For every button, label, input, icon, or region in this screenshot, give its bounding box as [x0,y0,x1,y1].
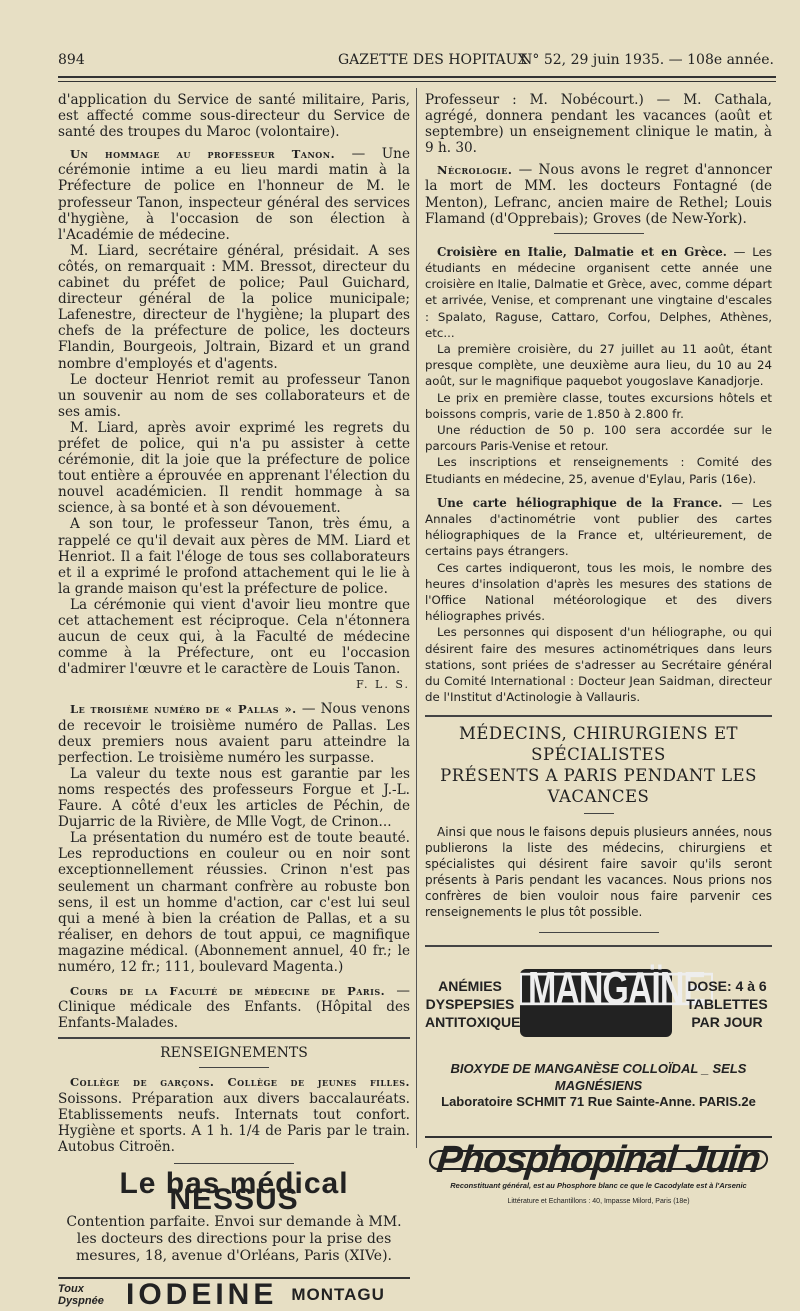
phosphopinal-brand: Phosphopinal Juin [428,1150,769,1170]
croisiere-article [425,244,772,341]
carte-article [425,495,772,560]
paragraph-text: — Clinique médicale des Enfants. (Hôpital des Enfants-Malades. [58,983,411,1032]
section-title: RENSEIGNEMENTS [160,1045,308,1062]
vacances-title-2: PRÉSENTS A PARIS PENDANT LES VACANCES [440,766,757,807]
cours-article [58,983,410,1031]
article-heading: Le troisième numéro de « Pallas ». [70,702,297,717]
paragraph-text: — Nous avons le regret d'annoncer la mort de MM. les docteurs Fontagné (de Menton), Lefranc, ancien maire de Rethel; Louis Flamand (d'Opprebais); Groves (de New-York). [425,162,772,227]
paragraph-text: — Nous venons de recevoir le troisième numéro de Pallas. Les deux premiers nous avaient paru atteindre la perfection. Le troisième numéro les surpasse. [58,701,410,766]
article-heading: Un hommage au professeur Tanon. [70,147,336,162]
nessus-ad-text: Contention parfaite. Envoi sur demande à MM. les docteurs des directions pour la prise des mesures, 18, avenue d'Orléans, Paris (XIVe). [66,1214,402,1265]
paragraph: Ces cartes indiqueront, tous les mois, le nombre des heures d'insolation d'après les mesures des stations de l'Office National météorologique et des divers héliographes privés. [425,560,772,624]
pallas-article [58,701,410,765]
divider [539,932,659,933]
paragraph: La cérémonie qui vient d'avoir lieu montre que cet attachement est réciproque. Cela n'étonnera aucun de ceux qui, à la Faculté de médecine comme à la Préfecture, ont eu l'occasion d'admirer l'œuvre et le caractère de Louis Tanon. [58,596,410,678]
article-heading: Une carte héliographique de la France. [437,495,723,510]
college-article [58,1074,410,1154]
necrologie-article [425,162,772,226]
phosphopinal-tagline: Reconstituant général, est au Phosphore blanc ce que le Cacodylate est à l'Arsenic [450,1180,747,1190]
article-heading: Collège de garçons. Collège de jeunes filles. [70,1075,410,1090]
divider [584,813,614,814]
paragraph-text: Soissons. Préparation aux divers baccalauréats. Etablissements neufs. Internats tout confort. Hygiène et sports. A 1 h. 1/4 de Paris par le train. Autobus Citroën. [58,1090,410,1155]
page-number: 894 [58,52,85,68]
mangaine-laboratory: Laboratoire SCHMIT 71 Rue Sainte-Anne. PARIS.2e [441,1093,756,1109]
divider [58,1037,410,1039]
right-column [425,92,772,1210]
phosphopinal-ad [425,1136,772,1210]
iodeine-brand: IODEINE [126,1278,278,1311]
divider [425,945,772,947]
divider [425,715,772,717]
divider [174,1163,294,1164]
tanon-article [58,146,410,243]
mangaine-composition: BIOXYDE DE MANGANÈSE COLLOÏDAL _ SELS MAGNÉSIENS [450,1061,747,1093]
phosphopinal-address: Littérature et Echantillons : 40, Impasse Milord, Paris (18e) [507,1197,690,1205]
iodeine-maker: MONTAGU [291,1285,385,1305]
paragraph: La présentation du numéro est de toute beauté. Les reproductions en couleur ou en noir sont exceptionnellement réussies. Crinon n'est pas seulement un charmant confrère au robuste bon sens, il est un homme d'action, car c'est lui seul qui a mené à bien la création de Pallas, et a su réaliser, en dehors de tout appui, ce magnifique magazine médical. (Abonnement annuel, 40 fr.; le numéro, 12 fr.; 111, boulevard Magenta.) [58,830,410,975]
article-heading: Cours de la Faculté de médecine de Paris. [70,984,386,999]
header-rule [58,76,776,82]
paragraph: La valeur du texte nous est garantie par les noms respectés des professeurs Forgue et J.-L. Faure. A côté d'eux les articles de Péchin, de Dujarric de la Rivière, de Mlle Vogt, de Crinon... [58,765,410,831]
vacances-text: Ainsi que nous le faisons depuis plusieurs années, nous publierons la liste des médecins, chirurgiens et spécialistes qui désirent faire savoir qu'ils seront présents à Paris pendant les vacances. Nous prions nos confrères de bien vouloir nous faire parvenir ces renseignements le plus tôt possible. [425,825,772,920]
mangaine-ad [425,963,772,1059]
column-divider [416,88,417,1148]
paragraph: A son tour, le professeur Tanon, très ému, a rappelé ce qu'il devait aux pères de MM. Liard et Henriot. Il a fait l'éloge de tous ses collaborateurs et il a exprimé le profond attachement qui le lie à la grande maison qu'est la préfecture de police. [58,516,410,597]
journal-title: GAZETTE DES HOPITAUX [338,52,528,68]
page-header [58,52,774,74]
article-heading: Nécrologie. [437,163,513,178]
iodeine-indication: Toux Dyspnée [58,1283,104,1308]
paragraph: Les personnes qui disposent d'un héliographe, ou qui désirent faire des mesures actinométriques dans leurs stations, sont priées de s'adresser au Secrétaire général du Comité International : Docteur Jean Saidman, directeur de l'Institut d'Actinologie à Vallauris. [425,625,772,705]
paragraph-text: — Les Annales d'actinométrie vont publier des cartes héliographiques de la France et, ultérieurement, de certains pays étrangers. [425,495,772,559]
paragraph: Le prix en première classe, toutes excursions hôtels et boissons compris, varie de 1.850 à 2.800 fr. [425,390,772,421]
paragraph: d'application du Service de santé militaire, Paris, est affecté comme sous-directeur du Service de santé des troupes du Maroc (volontaire). [58,92,410,141]
paragraph: Une réduction de 50 p. 100 sera accordée sur le parcours Paris-Venise et retour. [425,422,772,454]
paragraph: La première croisière, du 27 juillet au 11 août, étant presque complète, une deuxième aura lieu, du 10 au 24 août, sur le magnifique paquebot yougoslave Kanadjorje. [425,341,772,389]
divider [554,233,644,234]
mangaine-dosage: DOSE: 4 à 6 TABLETTES PAR JOUR [686,978,768,1031]
paragraph: Le docteur Henriot remit au professeur Tanon un souvenir au nom de ses collaborateurs et de ses amis. [58,371,410,420]
paragraph: M. Liard, secrétaire général, présidait. A ses côtés, on remarquait : MM. Bressot, directeur du cabinet du préfet de police; Paul Guichard, directeur général de la police municipale; Lafenestre, directeur de l'hygiène; la plupart des chefs de la préfecture de police, les docteurs Flandin, Bourgeois, Joltrain, Bizard et un grand nombre d'employés et d'agents. [58,242,410,372]
paragraph-text: — Les étudiants en médecine organisent cette année une croisière en Italie, Dalmatie et Grèce, avec, comme départ et arrivée, Venise, et comprenant une vingtaine d'escales : Spalato, Raguse, Cattaro, Corfou, Delphes, Athènes, etc... [425,244,772,340]
vacances-title-1: MÉDECINS, CHIRURGIENS ET SPÉCIALISTES [458,724,739,765]
nessus-ad-title: Le bas médical NESSUS [119,1166,349,1216]
mangaine-indications: ANÉMIES DYSPEPSIES ANTITOXIQUE [425,978,521,1031]
divider [199,1067,269,1068]
paragraph: M. Liard, après avoir exprimé les regrets du préfet de police, qui n'a pu assister à cette cérémonie, dit la joie que la préfecture de police tout entière a éprouvée en apprenant l'élection du nouvel académicien. Il rendit hommage à sa science, à sa bonté et à son dévouement. [58,419,410,517]
article-heading: Croisière en Italie, Dalmatie et en Grèce. [437,244,727,259]
mangaine-logo [520,963,706,1037]
paragraph-text: — Une cérémonie intime a eu lieu mardi matin à la Préfecture de police en l'honneur de M. le professeur Tanon, inspecteur général des services d'hygiène, à l'occasion de son élection à l'Académie de médecine. [58,146,410,243]
iodeine-ad [58,1277,410,1311]
issue-info: N° 52, 29 juin 1935. — 108e année. [520,52,774,68]
signature: F. L. S. [356,678,410,692]
paragraph: Professeur : M. Nobécourt.) — M. Cathala, agrégé, donnera pendant les vacances (août et septembre) un enseignement clinique le matin, à 9 h. 30. [425,92,772,157]
left-column [58,92,411,1311]
mangaine-brand: MANGAÏNE [520,973,713,1006]
paragraph: Les inscriptions et renseignements : Comité des Etudiants en médecine, 25, avenue d'Eylau, Paris (16e). [425,455,772,486]
